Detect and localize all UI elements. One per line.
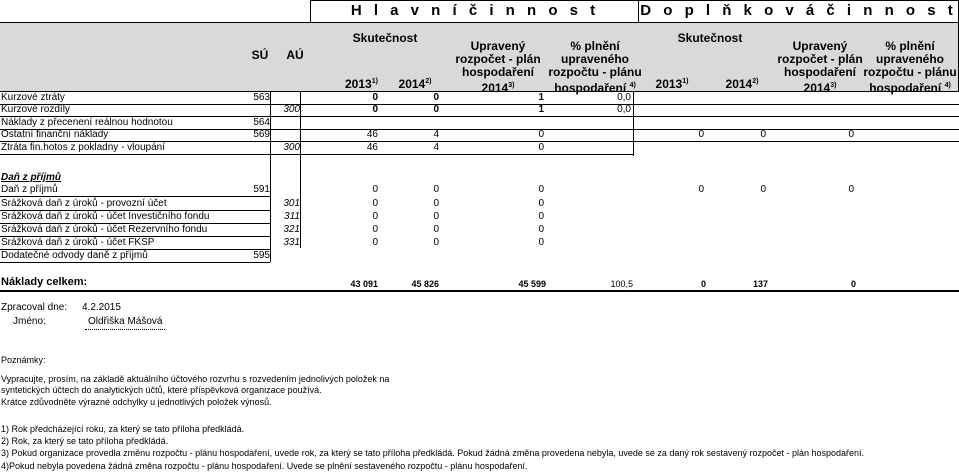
tax-row-label: Srážková daň z úroků - účet Investičního fondu — [1, 211, 210, 222]
row-plan: 1 — [538, 104, 544, 115]
row-plan: 0 — [538, 142, 544, 153]
tax-row-label: Srážková daň z úroků - účet Rezervního fondu — [1, 224, 208, 235]
footnote-4: 4)Pokud nebyla povedena žádná změna rozpočtu - plánu hospodaření. Uvede se plnění sestaveného rozpočtu - plánu hospodaření. — [1, 461, 528, 471]
tax-row-2014: 0 — [433, 184, 439, 195]
tax-row-label: Dodatečné odvody daně z příjmů — [1, 250, 148, 261]
col-2013-supp: 2013$^{1)}$ — [655, 77, 689, 91]
total-plan: 45 599 — [518, 279, 546, 289]
col-plneni-line1: % plnění — [570, 39, 620, 53]
tax-row-plan: 0 — [538, 198, 544, 209]
tax-row-supp-2014: 0 — [760, 184, 766, 195]
col-au: AÚ — [286, 48, 304, 62]
notes-instruction-3: Krátce zdůvodněte výrazné odchylky u jednotlivých položek výnosů. — [1, 397, 272, 407]
row-pct: 0,0 — [617, 92, 631, 103]
tax-row-au: 301 — [283, 198, 300, 209]
section-title-main: H l a v n í č i n n o s t — [350, 2, 600, 19]
notes-instruction-1: Vypracujte, prosím, na základě aktuálního účtového rozvrhu s rozvedením jednolivých položek na — [1, 374, 390, 384]
row-2014: 0 — [433, 104, 439, 115]
row-2013: 0 — [372, 92, 378, 103]
row-supp-2014: 0 — [760, 129, 766, 140]
row-supp-plan: 0 — [848, 129, 854, 140]
col-upraveny-main — [448, 40, 548, 95]
tax-row-plan: 0 — [538, 224, 544, 235]
row-pct: 0,0 — [617, 104, 631, 115]
col-upraveny-supp: Upravený rozpočet - plán hospodaření 2014$^{3)}$ — [777, 39, 863, 95]
col-plneni-line4: hospodaření $^{4)}$ — [554, 81, 636, 95]
tax-row-2013: 0 — [372, 211, 378, 222]
notes-title: Poznámky: — [1, 355, 46, 365]
total-supp-plan: 0 — [850, 279, 856, 289]
row-plan: 0 — [538, 129, 544, 140]
total-supp-2013: 0 — [700, 279, 706, 289]
col-upraveny-line1: Upravený — [470, 39, 526, 53]
row-label: Kurzové rozdíly — [1, 104, 70, 115]
total-label: Náklady celkem: — [1, 276, 88, 288]
footnote-3: 3) Pokud organizace provedla změnu rozpočtu - plánu hospodaření, uvede rok, za který se tato příloha předkládá. Pokud žádná změna provedena nebyla, uvede se za daný rok sestavený rozpočet - plán hospodaření. — [1, 448, 865, 458]
tax-row-plan: 0 — [538, 237, 544, 248]
tax-row-au: 311 — [284, 211, 300, 222]
row-2013: 0 — [372, 104, 378, 115]
row-label: Náklady z přecenení reálnou hodnotou — [1, 117, 173, 128]
tax-row-2013: 0 — [372, 224, 378, 235]
row-2014: 4 — [433, 129, 439, 140]
col-upraveny-line2: rozpočet - plán — [455, 52, 541, 66]
tax-row-su: 595 — [253, 250, 270, 261]
tax-row-supp-2013: 0 — [698, 184, 704, 195]
row-au: 300 — [283, 104, 300, 115]
tax-row-2014: 0 — [433, 211, 439, 222]
notes-instruction-2: syntetických účtech do analytických účtů, které příspěvková organizace používá. — [1, 385, 322, 395]
col-plneni-line3: rozpočtu - plánu — [548, 65, 642, 79]
tax-row-supp-plan: 0 — [848, 184, 854, 195]
row-au: 300 — [283, 142, 300, 153]
row-label: Ostatní finanční náklady — [1, 129, 109, 140]
col-2014-main: 2014$^{2)}$ — [398, 77, 432, 91]
row-label: Kurzové ztráty — [1, 92, 65, 103]
section-title-supplementary: D o p l ň k o v á č i n n o s t — [640, 2, 957, 19]
col-2013-main: 2013$^{1)}$ — [345, 77, 378, 91]
footnote-2: 2) Rok, za který se tato příloha předkládá. — [1, 436, 169, 446]
row-supp-2013: 0 — [698, 129, 704, 140]
row-2014: 0 — [433, 92, 439, 103]
prepared-label: Zpracoval dne: — [1, 302, 68, 313]
tax-row-plan: 0 — [538, 184, 544, 195]
tax-row-label: Srážková daň z úroků - provozní účet — [1, 198, 167, 209]
prepared-date: 4.2.2015 — [82, 302, 121, 313]
col-2014-supp: 2014$^{2)}$ — [725, 77, 759, 91]
total-2013: 43 091 — [350, 279, 378, 289]
tax-row-2013: 0 — [372, 237, 378, 248]
col-skutecnost-main: Skutečnost — [352, 31, 418, 45]
row-2014: 4 — [433, 142, 439, 153]
name-label: Jméno: — [13, 316, 46, 327]
tax-row-label: Daň z příjmů — [1, 184, 58, 195]
tax-row-2014: 0 — [433, 237, 439, 248]
col-plneni-main — [545, 40, 645, 95]
tax-row-su: 591 — [253, 184, 270, 195]
tax-row-2013: 0 — [372, 184, 378, 195]
row-su: 569 — [253, 129, 270, 140]
row-su: 563 — [253, 92, 270, 103]
tax-row-au: 321 — [283, 224, 300, 235]
row-plan: 1 — [538, 92, 544, 103]
row-su: 564 — [253, 117, 270, 128]
col-plneni-supp: % plnění upraveného rozpočtu - plánu hospodaření $^{4)}$ — [863, 39, 957, 95]
tax-row-plan: 0 — [538, 211, 544, 222]
total-supp-2014: 137 — [752, 279, 768, 289]
total-pct: 100,5 — [610, 279, 633, 289]
row-2013: 46 — [366, 129, 378, 140]
col-upraveny-line3: hospodaření — [461, 65, 534, 79]
name-value: Oldřiška Mášová — [88, 316, 163, 327]
col-su: SÚ — [251, 48, 269, 62]
row-2013: 46 — [366, 142, 378, 153]
tax-section-title: Daň z příjmů — [1, 172, 62, 183]
tax-row-2013: 0 — [372, 198, 378, 209]
footnote-1: 1) Rok předcházející roku, za který se tato příloha předkládá. — [1, 424, 245, 434]
total-2014: 45 826 — [411, 279, 439, 289]
tax-row-2014: 0 — [433, 224, 439, 235]
tax-row-2014: 0 — [433, 198, 439, 209]
tax-row-au: 331 — [283, 237, 300, 248]
col-skutecnost-supp: Skutečnost — [677, 31, 743, 45]
tax-row-label: Srážková daň z úroků - účet FKSP — [1, 237, 155, 248]
row-label: Ztráta fin.hotos z pokladny - vloupání — [1, 142, 165, 153]
col-upraveny-year: 2014$^{3)}$ — [481, 81, 515, 95]
col-plneni-line2: upraveného — [560, 52, 629, 66]
